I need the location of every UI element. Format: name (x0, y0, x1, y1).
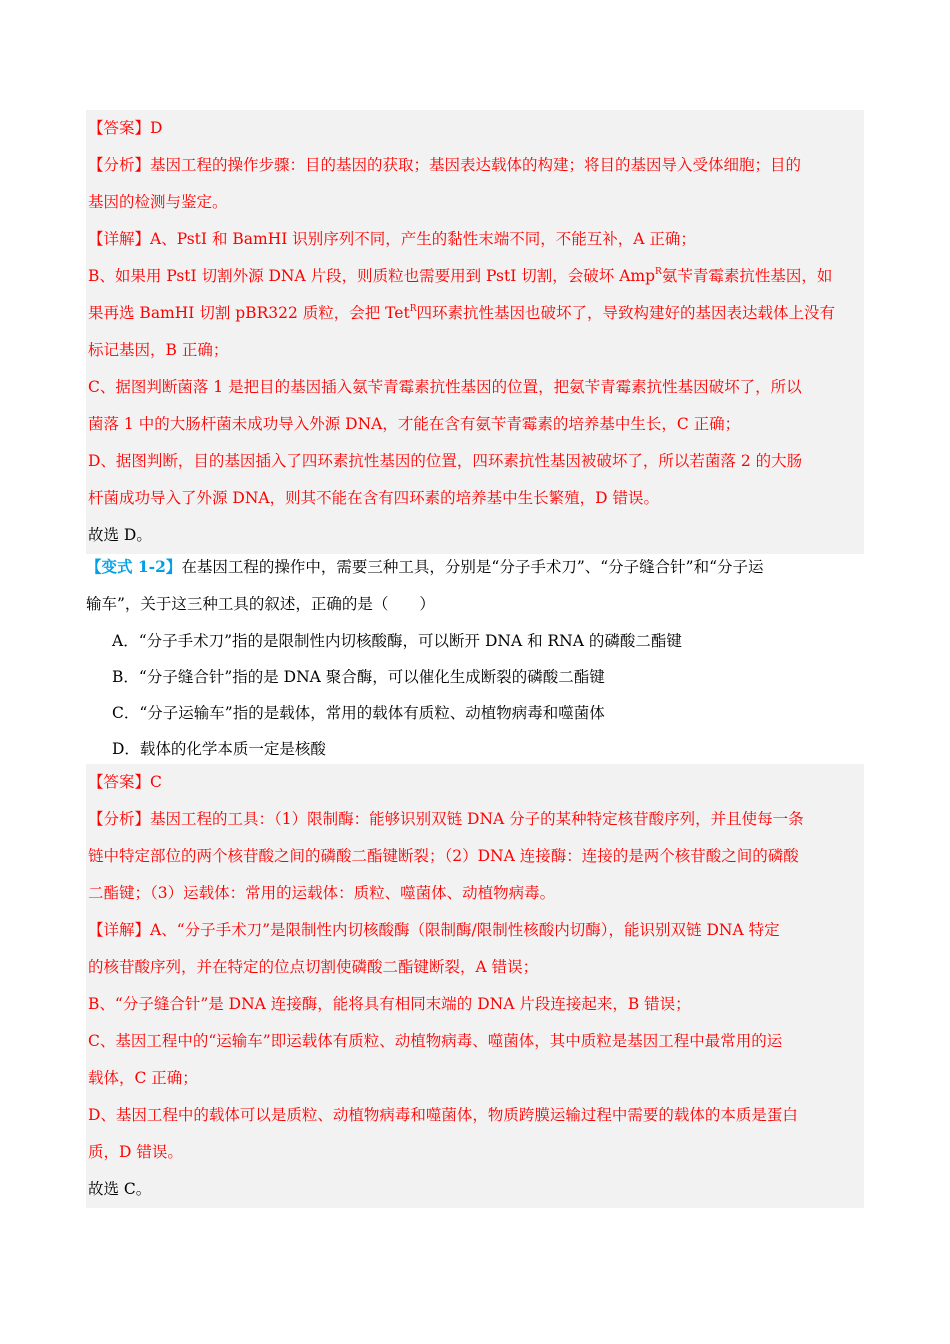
option-a: A．“分子手术刀”指的是限制性内切核酸酶，可以断开 DNA 和 RNA 的磷酸二酯键 (112, 632, 682, 650)
detail-option-a: A、“分子手术刀”是限制性内切核酸酶（限制酶/限制性核酸内切酶），能识别双链 DNA 特定 (150, 921, 780, 939)
answer-value: C (150, 773, 162, 791)
superscript-r: R (409, 304, 417, 314)
detail-option-c: C、据图判断菌落 1 是把目的基因插入氨苄青霉素抗性基因的位置，把氨苄青霉素抗性基因破坏了，所以 (88, 378, 802, 396)
detail-option-b (88, 258, 862, 295)
answer-tag: 【答案】 (88, 773, 151, 791)
question-variant-1-2 (86, 548, 864, 767)
detail-option-c: C、基因工程中的“运输车”即运载体有质粒、动植物病毒、噬菌体，其中质粒是基因工程中最常用的运 (88, 1032, 783, 1050)
variant-tag: 【变式 1-2】 (86, 557, 182, 576)
option-d: D．载体的化学本质一定是核酸 (112, 740, 326, 758)
analysis-text-cont: 链中特定部位的两个核苷酸之间的磷酸二酯键断裂；（2）DNA 连接酶：连接的是两个核苷酸之间的磷酸 (88, 847, 799, 865)
analysis-text-end: 二酯键；（3）运载体：常用的运载体：质粒、噬菌体、动植物病毒。 (88, 884, 556, 902)
answer-line (88, 764, 862, 801)
conclusion: 故选 C。 (88, 1180, 152, 1198)
analysis-line (88, 147, 862, 184)
detail-line (88, 221, 862, 258)
analysis-text-cont: 基因的检测与鉴定。 (88, 193, 228, 211)
detail-option-d-cont: 质，D 错误。 (88, 1143, 183, 1161)
detail-line (88, 912, 862, 949)
answer-line (88, 110, 862, 147)
detail-option-b-end: 标记基因，B 正确； (88, 341, 229, 359)
question-text: 在基因工程的操作中，需要三种工具，分别是“分子手术刀”、“分子缝合针”和“分子运 (181, 558, 764, 576)
detail-b-text-4: 四环素抗性基因也破坏了，导致构建好的基因表达载体上没有 (416, 304, 836, 322)
answer-block-1 (86, 110, 864, 554)
answer-tag: 【答案】 (88, 119, 151, 137)
detail-option-d-cont: 杆菌成功导入了外源 DNA，则其不能在含有四环素的培养基中生长繁殖，D 错误。 (88, 489, 659, 507)
detail-b-text-3: 果再选 BamHI 切割 pBR322 质粒，会把 Tet (88, 304, 410, 322)
question-text-cont: 输车”，关于这三种工具的叙述，正确的是（ ） (86, 595, 435, 613)
analysis-tag: 【分析】 (88, 156, 151, 174)
analysis-text: 基因工程的操作步骤：目的基因的获取；基因表达载体的构建；将目的基因导入受体细胞；目的 (150, 156, 802, 174)
conclusion: 故选 D。 (88, 526, 152, 544)
detail-b-text-2: 氨苄青霉素抗性基因，如 (661, 267, 833, 285)
detail-option-a-cont: 的核苷酸序列，并在特定的位点切割使磷酸二酯键断裂，A 错误； (88, 958, 539, 976)
analysis-line (88, 801, 862, 838)
detail-option-c-cont: 载体，C 正确； (88, 1069, 198, 1087)
answer-block-2 (86, 764, 864, 1208)
superscript-r: R (655, 267, 662, 277)
question-stem (86, 548, 864, 586)
detail-b-text-1: B、如果用 PstI 切割外源 DNA 片段，则质粒也需要用到 PstI 切割，会破坏 Amp (88, 267, 656, 285)
detail-tag: 【详解】 (88, 921, 151, 939)
detail-option-b: B、“分子缝合针”是 DNA 连接酶，能将具有相同末端的 DNA 片段连接起来，B 错误； (88, 995, 691, 1013)
detail-option-a: A、PstI 和 BamHI 识别序列不同，产生的黏性末端不同，不能互补，A 正确； (150, 230, 696, 248)
option-b: B．“分子缝合针”指的是 DNA 聚合酶，可以催化生成断裂的磷酸二酯键 (112, 668, 605, 686)
detail-option-d: D、基因工程中的载体可以是质粒、动植物病毒和噬菌体，物质跨膜运输过程中需要的载体的本质是蛋白 (88, 1106, 798, 1124)
detail-option-b-cont (88, 295, 862, 332)
analysis-text: 基因工程的工具：（1）限制酶：能够识别双链 DNA 分子的某种特定核苷酸序列，并且使每一条 (150, 810, 804, 828)
detail-tag: 【详解】 (88, 230, 151, 248)
detail-option-c-cont: 菌落 1 中的大肠杆菌未成功导入外源 DNA，才能在含有氨苄青霉素的培养基中生长，C 正确； (88, 415, 741, 433)
analysis-tag: 【分析】 (88, 810, 151, 828)
detail-option-d: D、据图判断，目的基因插入了四环素抗性基因的位置，四环素抗性基因被破坏了，所以若菌落 2 的大肠 (88, 452, 803, 470)
answer-value: D (150, 119, 163, 137)
option-c: C．“分子运输车”指的是载体，常用的载体有质粒、动植物病毒和噬菌体 (112, 704, 605, 722)
